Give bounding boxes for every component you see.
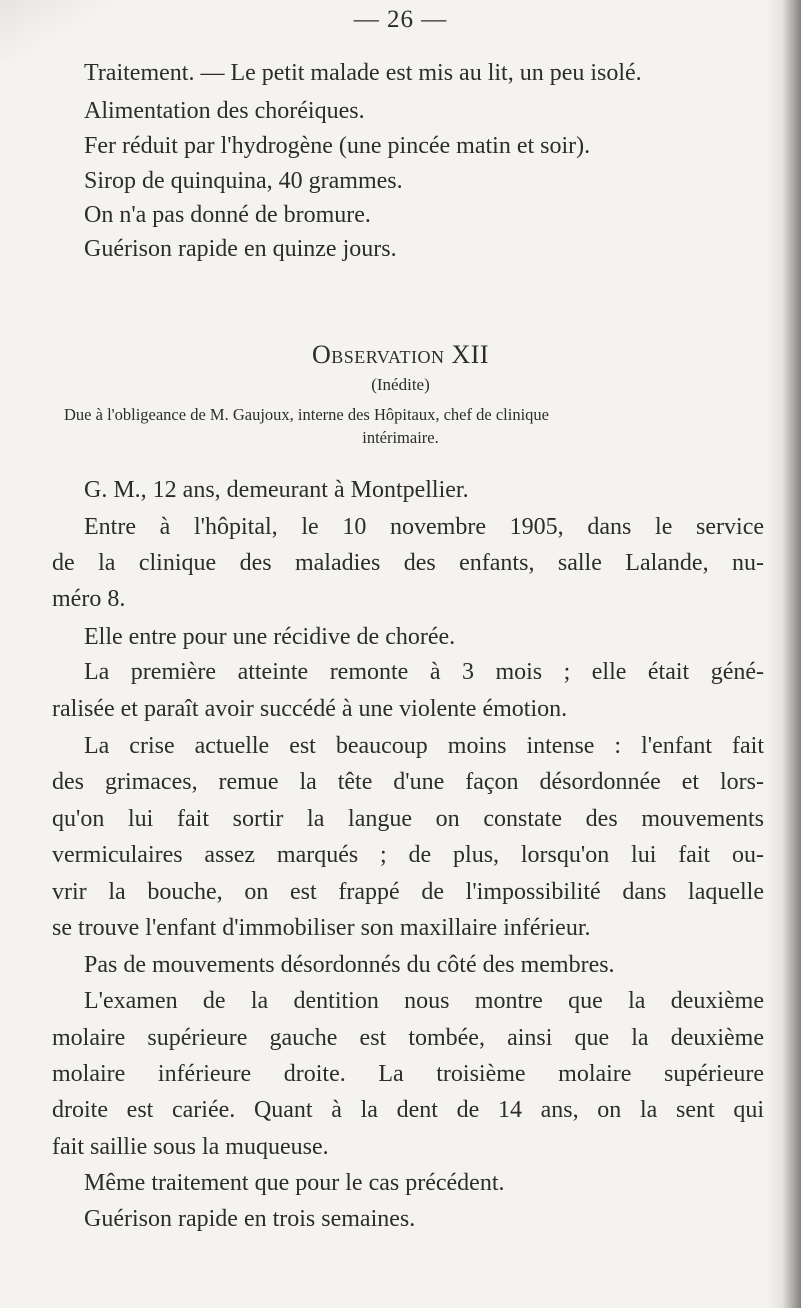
page-edge-shadow <box>767 0 801 1308</box>
body-line-8: La crise actuelle est beaucoup moins intense : l'enfant fait <box>84 733 764 759</box>
body-line-14: Pas de mouvements désordonnés du côté des membres. <box>84 952 615 978</box>
body-line-2: Entre à l'hôpital, le 10 novembre 1905, dans le service <box>84 514 764 540</box>
body-line-15: L'examen de la dentition nous montre que la deuxième <box>84 988 764 1014</box>
body-line-1: G. M., 12 ans, demeurant à Montpellier. <box>84 477 469 503</box>
body-line-21: Guérison rapide en trois semaines. <box>84 1206 416 1232</box>
treatment-line-4: Sirop de quinquina, 40 grammes. <box>84 168 403 194</box>
body-line-9: des grimaces, remue la tête d'une façon désordonnée et lors- <box>52 769 764 795</box>
treatment-line-2: Alimentation des choréiques. <box>84 98 365 124</box>
body-line-20: Même traitement que pour le cas précédent. <box>84 1170 505 1196</box>
body-line-10: qu'on lui fait sortir la langue on constate des mouvements <box>52 806 764 832</box>
treatment-line-6: Guérison rapide en quinze jours. <box>84 236 397 262</box>
body-line-13: se trouve l'enfant d'immobiliser son maxillaire inférieur. <box>52 915 591 941</box>
credit-line-2: intérimaire. <box>362 428 439 447</box>
credit-line-1: Due à l'obligeance de M. Gaujoux, interne des Hôpitaux, chef de clinique <box>64 405 549 424</box>
body-line-12: vrir la bouche, on est frappé de l'impossibilité dans laquelle <box>52 879 764 905</box>
treatment-line-5: On n'a pas donné de bromure. <box>84 202 371 228</box>
observation-title: Observation XII <box>311 340 490 369</box>
body-line-4: méro 8. <box>52 586 126 612</box>
body-line-11: vermiculaires assez marqués ; de plus, lorsqu'on lui fait ou- <box>52 842 764 868</box>
body-line-17: molaire inférieure droite. La troisième molaire supérieure <box>52 1061 764 1087</box>
treatment-line-3: Fer réduit par l'hydrogène (une pincée matin et soir). <box>84 133 591 159</box>
body-line-19: fait saillie sous la muqueuse. <box>52 1134 329 1160</box>
observation-subtitle: (Inédite) <box>371 375 430 394</box>
page-number: — 26 — <box>353 6 448 33</box>
body-line-5: Elle entre pour une récidive de chorée. <box>84 624 456 650</box>
body-line-18: droite est cariée. Quant à la dent de 14 ans, on la sent qui <box>52 1097 764 1123</box>
body-line-16: molaire supérieure gauche est tombée, ainsi que la deuxième <box>52 1025 764 1051</box>
body-line-3: de la clinique des maladies des enfants, salle Lalande, nu- <box>52 550 764 576</box>
body-line-7: ralisée et paraît avoir succédé à une violente émotion. <box>52 696 568 722</box>
treatment-line-1: Traitement. — Le petit malade est mis au lit, un peu isolé. <box>84 60 642 86</box>
body-line-6: La première atteinte remonte à 3 mois ; elle était géné- <box>84 659 764 685</box>
